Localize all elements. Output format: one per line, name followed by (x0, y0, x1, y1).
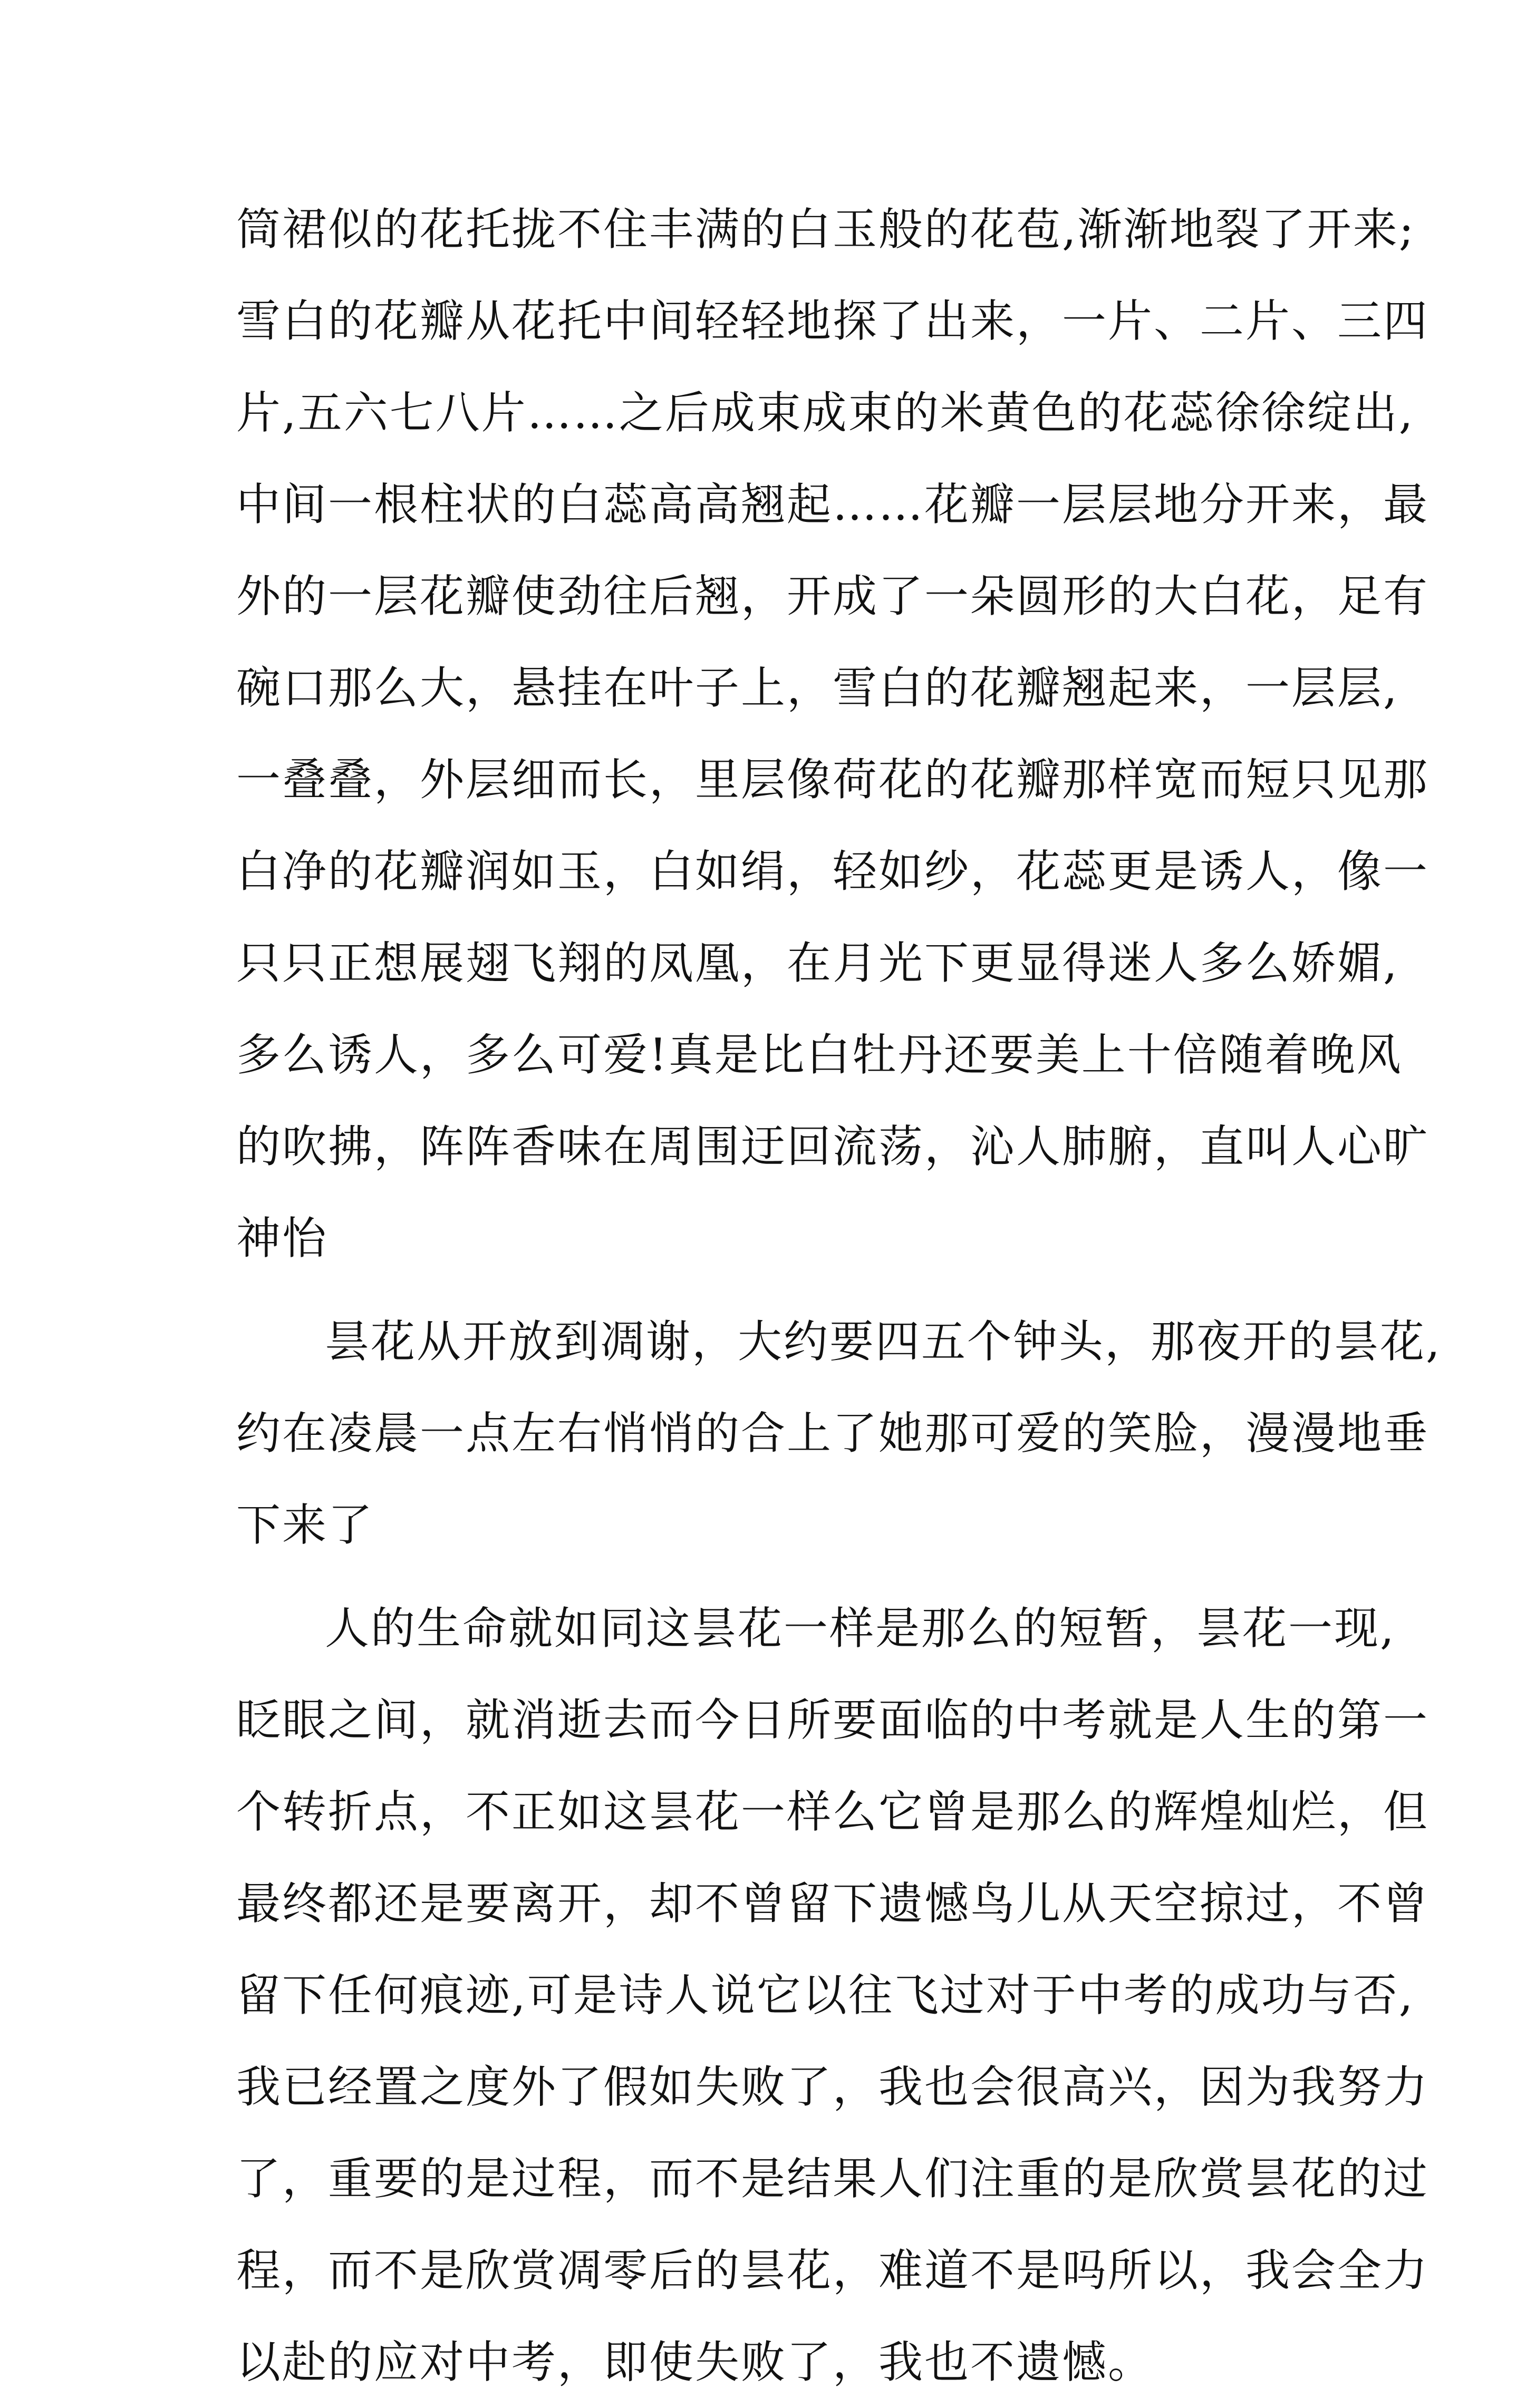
text-line: 外的一层花瓣使劲往后翘，开成了一朵圆形的大白花，足有 (236, 570, 1430, 622)
text-line: 约在凌晨一点左右悄悄的合上了她那可爱的笑脸，漫漫地垂 (236, 1407, 1430, 1459)
text-line: 眨眼之间，就消逝去而今日所要面临的中考就是人生的第一 (236, 1694, 1430, 1746)
text-line: 神怡 (236, 1212, 329, 1264)
text-line: 留下任何痕迹,可是诗人说它以往飞过对于中考的成功与否, (236, 1969, 1415, 2021)
text-line: 程，而不是欣赏凋零后的昙花，难道不是吗所以，我会全力 (236, 2245, 1430, 2296)
text-line: 中间一根柱状的白蕊高高翘起……花瓣一层层地分开来，最 (236, 479, 1430, 530)
paragraph-gap (236, 1284, 1333, 1296)
paragraph-1 (236, 183, 1430, 1284)
text-line: 个转折点，不正如这昙花一样么它曾是那么的辉煌灿烂，但 (236, 1786, 1430, 1838)
text-line: 最终都还是要离开，却不曾留下遗憾鸟儿从天空掠过，不曾 (236, 1878, 1430, 1929)
text-line: 片,五六七八片……之后成束成束的米黄色的花蕊徐徐绽出, (236, 387, 1415, 439)
text-line: 以赴的应对中考，即使失败了，我也不遗憾。 (236, 2336, 1154, 2388)
body-text (236, 183, 1442, 2408)
paragraph-gap (236, 1571, 1333, 1582)
text-line: 了，重要的是过程，而不是结果人们注重的是欣赏昙花的过 (236, 2153, 1430, 2205)
text-line: 一叠叠，外层细而长，里层像荷花的花瓣那样宽而短只见那 (236, 754, 1430, 805)
text-line: 筒裙似的花托拢不住丰满的白玉般的花苞,渐渐地裂了开来; (236, 203, 1416, 255)
paragraph-3 (236, 1582, 1430, 2408)
text-line: 多么诱人，多么可爱!真是比白牡丹还要美上十倍随着晚风 (236, 1029, 1403, 1081)
text-line: 雪白的花瓣从花托中间轻轻地探了出来，一片、二片、三四 (236, 295, 1430, 347)
paragraph-2 (236, 1296, 1442, 1571)
text-line: 我已经置之度外了假如失败了，我也会很高兴，因为我努力 (236, 2061, 1430, 2113)
text-line: 的吹拂，阵阵香味在周围迂回流荡，沁人肺腑，直叫人心旷 (236, 1121, 1430, 1172)
text-line: 昙花从开放到凋谢，大约要四五个钟头，那夜开的昙花, (325, 1316, 1442, 1367)
text-line: 人的生命就如同这昙花一样是那么的短暂，昙花一现, (325, 1603, 1396, 1654)
text-line: 下来了 (236, 1499, 374, 1551)
text-line: 碗口那么大，悬挂在叶子上，雪白的花瓣翘起来，一层层, (236, 662, 1399, 714)
text-line: 白净的花瓣润如玉，白如绢，轻如纱，花蕊更是诱人，像一 (236, 846, 1430, 897)
text-line: 只只正想展翅飞翔的凤凰，在月光下更显得迷人多么娇媚, (236, 937, 1399, 989)
